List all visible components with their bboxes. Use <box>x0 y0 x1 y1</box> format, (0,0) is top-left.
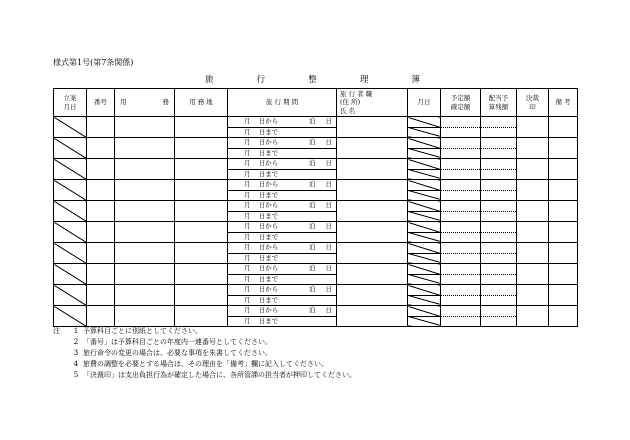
traveler-cell[interactable] <box>337 264 408 285</box>
month-day-cell[interactable] <box>408 127 441 138</box>
business-cell[interactable] <box>115 159 175 180</box>
month-day-cell[interactable] <box>408 316 441 327</box>
month-day-cell[interactable] <box>408 264 441 275</box>
traveler-cell[interactable] <box>337 117 408 138</box>
budget-confirmed-cell[interactable] <box>441 169 481 180</box>
allocation-remaining-cell[interactable] <box>481 295 517 306</box>
number-cell[interactable] <box>87 117 115 138</box>
business-cell[interactable] <box>115 201 175 222</box>
page-title <box>205 73 420 85</box>
header-traveler: 旅 行 者 職 (住 所) 氏 名 <box>337 89 408 117</box>
approval-cell[interactable] <box>517 180 549 201</box>
budget-confirmed-cell[interactable] <box>441 253 481 264</box>
travel-register-table <box>53 88 578 327</box>
month-day-cell[interactable] <box>408 148 441 159</box>
allocation-remaining-cell[interactable] <box>481 190 517 201</box>
month-day-cell[interactable] <box>408 253 441 264</box>
number-cell[interactable] <box>87 306 115 327</box>
date-cell[interactable] <box>54 138 87 159</box>
traveler-cell[interactable] <box>337 138 408 159</box>
allocation-remaining-cell[interactable] <box>481 274 517 285</box>
budget-planned-cell[interactable] <box>441 201 481 212</box>
approval-cell[interactable] <box>517 306 549 327</box>
period-to-cell[interactable]: 月 日まで <box>228 190 337 201</box>
business-cell[interactable] <box>115 117 175 138</box>
month-day-cell[interactable] <box>408 117 441 128</box>
approval-cell[interactable] <box>517 285 549 306</box>
period-from-cell[interactable]: 月 日から 泊 日 <box>228 159 337 170</box>
note-text: 「決裁印」は支出負担行為が確定した場合に、各所管課の担当者が押印してください。 <box>83 371 356 379</box>
period-to-cell[interactable]: 月 日まで <box>228 211 337 222</box>
period-from-cell[interactable]: 月 日から 泊 日 <box>228 285 337 296</box>
location-cell[interactable] <box>175 285 228 306</box>
budget-confirmed-cell[interactable] <box>441 232 481 243</box>
allocation-cell[interactable] <box>481 159 517 170</box>
date-cell[interactable] <box>54 264 87 285</box>
remarks-cell[interactable] <box>549 201 578 222</box>
period-to-cell[interactable]: 月 日まで <box>228 295 337 306</box>
month-day-cell[interactable] <box>408 274 441 285</box>
allocation-cell[interactable] <box>481 180 517 191</box>
title-char: 旅 <box>205 75 214 85</box>
note-row: 5 「決裁印」は支出負担行為が確定した場合に、各所管課の担当者が押印してください。 <box>73 371 356 379</box>
table-row <box>54 159 578 170</box>
header-approval: 決裁 印 <box>517 89 549 117</box>
location-cell[interactable] <box>175 159 228 180</box>
remarks-cell[interactable] <box>549 306 578 327</box>
traveler-cell[interactable] <box>337 159 408 180</box>
location-cell[interactable] <box>175 243 228 264</box>
month-day-cell[interactable] <box>408 306 441 317</box>
period-to-cell[interactable]: 月 日まで <box>228 232 337 243</box>
allocation-remaining-cell[interactable] <box>481 232 517 243</box>
location-cell[interactable] <box>175 201 228 222</box>
location-cell[interactable] <box>175 138 228 159</box>
number-cell[interactable] <box>87 243 115 264</box>
period-from-cell[interactable]: 月 日から 泊 日 <box>228 201 337 212</box>
month-day-cell[interactable] <box>408 232 441 243</box>
business-cell[interactable] <box>115 264 175 285</box>
header-location: 用 務 地 <box>175 89 228 117</box>
remarks-cell[interactable] <box>549 180 578 201</box>
budget-confirmed-cell[interactable] <box>441 316 481 327</box>
number-cell[interactable] <box>87 222 115 243</box>
note-row: 2 「番号」は予算科目ごとの年度内一連番号としてください。 <box>73 338 272 346</box>
remarks-cell[interactable] <box>549 159 578 180</box>
month-day-cell[interactable] <box>408 190 441 201</box>
remarks-cell[interactable] <box>549 117 578 138</box>
note-row: 4 旅費の調整を必要とする場合は、その理由を「備考」欄に記入してください。 <box>73 360 328 368</box>
location-cell[interactable] <box>175 117 228 138</box>
table-row <box>54 138 578 149</box>
traveler-cell[interactable] <box>337 243 408 264</box>
allocation-remaining-cell[interactable] <box>481 211 517 222</box>
month-day-cell[interactable] <box>408 285 441 296</box>
month-day-cell[interactable] <box>408 169 441 180</box>
table-row <box>54 264 578 275</box>
date-cell[interactable] <box>54 201 87 222</box>
number-cell[interactable] <box>87 264 115 285</box>
period-to-cell[interactable]: 月 日まで <box>228 148 337 159</box>
month-day-cell[interactable] <box>408 159 441 170</box>
budget-planned-cell[interactable] <box>441 222 481 233</box>
title-char: 理 <box>359 75 369 85</box>
number-cell[interactable] <box>87 138 115 159</box>
remarks-cell[interactable] <box>549 264 578 285</box>
table-row <box>54 201 578 212</box>
business-cell[interactable] <box>115 138 175 159</box>
remarks-cell[interactable] <box>549 222 578 243</box>
budget-planned-cell[interactable] <box>441 117 481 128</box>
approval-cell[interactable] <box>517 201 549 222</box>
allocation-remaining-cell[interactable] <box>481 169 517 180</box>
title-char: 簿 <box>411 75 420 85</box>
location-cell[interactable] <box>175 306 228 327</box>
date-cell[interactable] <box>54 243 87 264</box>
traveler-cell[interactable] <box>337 222 408 243</box>
budget-confirmed-cell[interactable] <box>441 295 481 306</box>
approval-cell[interactable] <box>517 243 549 264</box>
header-row <box>54 89 578 117</box>
number-cell[interactable] <box>87 201 115 222</box>
period-to-cell[interactable]: 月 日まで <box>228 169 337 180</box>
business-cell[interactable] <box>115 222 175 243</box>
header-budget: 予定額 確定額 <box>441 89 481 117</box>
date-cell[interactable] <box>54 117 87 138</box>
period-to-cell[interactable]: 月 日まで <box>228 316 337 327</box>
business-cell[interactable] <box>115 180 175 201</box>
allocation-cell[interactable] <box>481 138 517 149</box>
allocation-remaining-cell[interactable] <box>481 127 517 138</box>
period-from-cell[interactable]: 月 日から 泊 日 <box>228 264 337 275</box>
business-cell[interactable] <box>115 306 175 327</box>
allocation-cell[interactable] <box>481 264 517 275</box>
date-cell[interactable] <box>54 306 87 327</box>
budget-planned-cell[interactable] <box>441 306 481 317</box>
table-row <box>54 180 578 191</box>
allocation-cell[interactable] <box>481 306 517 317</box>
header-period: 旅 行 期 間 <box>228 89 337 117</box>
budget-confirmed-cell[interactable] <box>441 274 481 285</box>
allocation-cell[interactable] <box>481 201 517 212</box>
allocation-cell[interactable] <box>481 285 517 296</box>
number-cell[interactable] <box>87 180 115 201</box>
period-from-cell[interactable]: 月 日から 泊 日 <box>228 222 337 233</box>
title-char: 整 <box>308 75 317 85</box>
budget-planned-cell[interactable] <box>441 180 481 191</box>
allocation-remaining-cell[interactable] <box>481 148 517 159</box>
note-text: 「番号」は予算科目ごとの年度内一連番号としてください。 <box>83 338 272 346</box>
allocation-remaining-cell[interactable] <box>481 316 517 327</box>
budget-planned-cell[interactable] <box>441 264 481 275</box>
period-from-cell[interactable]: 月 日から 泊 日 <box>228 306 337 317</box>
approval-cell[interactable] <box>517 264 549 285</box>
month-day-cell[interactable] <box>408 211 441 222</box>
remarks-cell[interactable] <box>549 285 578 306</box>
month-day-cell[interactable] <box>408 180 441 191</box>
approval-cell[interactable] <box>517 138 549 159</box>
allocation-cell[interactable] <box>481 222 517 233</box>
traveler-cell[interactable] <box>337 285 408 306</box>
budget-planned-cell[interactable] <box>441 243 481 254</box>
period-from-cell[interactable]: 月 日から 泊 日 <box>228 117 337 128</box>
budget-planned-cell[interactable] <box>441 159 481 170</box>
traveler-cell[interactable] <box>337 306 408 327</box>
date-cell[interactable] <box>54 159 87 180</box>
approval-cell[interactable] <box>517 222 549 243</box>
period-from-cell[interactable]: 月 日から 泊 日 <box>228 138 337 149</box>
header-allocation: 配当予 算残額 <box>481 89 517 117</box>
period-from-cell[interactable]: 月 日から 泊 日 <box>228 180 337 191</box>
form-id: 様式第1号(第7条関係) <box>53 58 134 67</box>
allocation-remaining-cell[interactable] <box>481 253 517 264</box>
location-cell[interactable] <box>175 264 228 285</box>
header-month-day: 月日 <box>408 89 441 117</box>
remarks-cell[interactable] <box>549 243 578 264</box>
location-cell[interactable] <box>175 180 228 201</box>
budget-planned-cell[interactable] <box>441 138 481 149</box>
number-cell[interactable] <box>87 159 115 180</box>
notes <box>53 326 356 381</box>
header-number: 番号 <box>87 89 115 117</box>
traveler-cell[interactable] <box>337 201 408 222</box>
month-day-cell[interactable] <box>408 295 441 306</box>
traveler-cell[interactable] <box>337 180 408 201</box>
date-cell[interactable] <box>54 222 87 243</box>
note-text: 旅行命令の変更の場合は、必要な事項を朱書してください。 <box>83 349 272 357</box>
allocation-cell[interactable] <box>481 243 517 254</box>
note-row: 注 1 予算科目ごとに別紙としてください。 <box>53 327 202 335</box>
allocation-cell[interactable] <box>481 117 517 128</box>
note-text: 旅費の調整を必要とする場合は、その理由を「備考」欄に記入してください。 <box>83 360 328 368</box>
table-row <box>54 306 578 317</box>
budget-confirmed-cell[interactable] <box>441 190 481 201</box>
period-to-cell[interactable]: 月 日まで <box>228 253 337 264</box>
table-row <box>54 117 578 128</box>
location-cell[interactable] <box>175 222 228 243</box>
date-cell[interactable] <box>54 180 87 201</box>
header-remarks: 備 考 <box>549 89 578 117</box>
note-text: 予算科目ごとに別紙としてください。 <box>83 327 202 335</box>
notes-label: 注 <box>53 327 60 335</box>
period-from-cell[interactable]: 月 日から 泊 日 <box>228 243 337 254</box>
number-cell[interactable] <box>87 285 115 306</box>
budget-confirmed-cell[interactable] <box>441 127 481 138</box>
period-to-cell[interactable]: 月 日まで <box>228 274 337 285</box>
remarks-cell[interactable] <box>549 138 578 159</box>
approval-cell[interactable] <box>517 117 549 138</box>
month-day-cell[interactable] <box>408 243 441 254</box>
budget-confirmed-cell[interactable] <box>441 148 481 159</box>
month-day-cell[interactable] <box>408 138 441 149</box>
approval-cell[interactable] <box>517 159 549 180</box>
month-day-cell[interactable] <box>408 222 441 233</box>
table-row <box>54 222 578 233</box>
note-row: 3 旅行命令の変更の場合は、必要な事項を朱書してください。 <box>73 349 272 357</box>
budget-planned-cell[interactable] <box>441 285 481 296</box>
header-business: 用 務 <box>115 89 175 117</box>
business-cell[interactable] <box>115 243 175 264</box>
title-char: 行 <box>256 75 266 85</box>
month-day-cell[interactable] <box>408 201 441 212</box>
date-cell[interactable] <box>54 285 87 306</box>
table-row <box>54 243 578 254</box>
business-cell[interactable] <box>115 285 175 306</box>
header-date: 立案 月日 <box>54 89 87 117</box>
period-to-cell[interactable]: 月 日まで <box>228 127 337 138</box>
table-row <box>54 285 578 296</box>
budget-confirmed-cell[interactable] <box>441 211 481 222</box>
